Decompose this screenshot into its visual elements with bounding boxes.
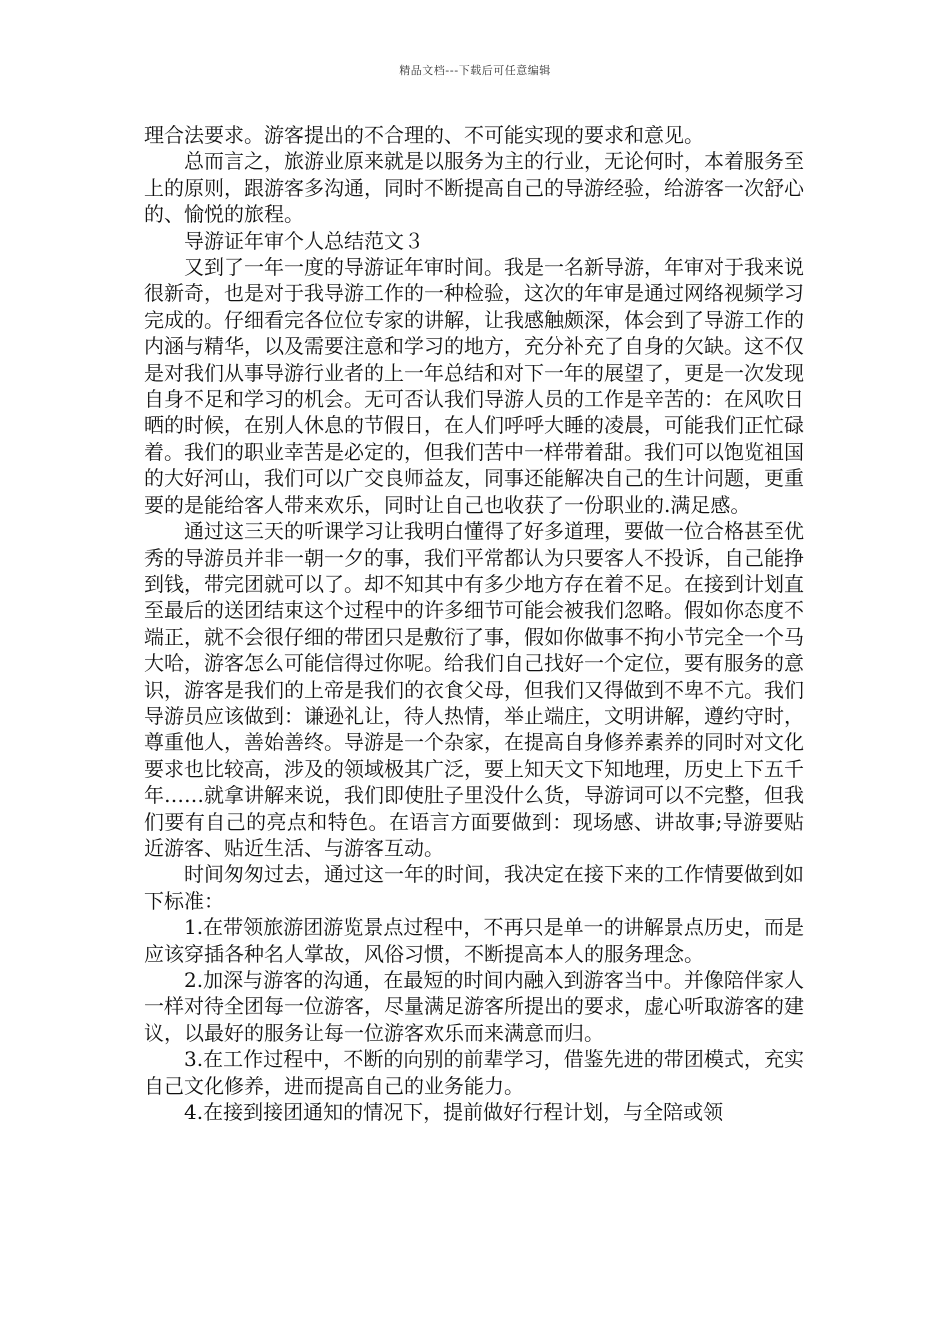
document-body <box>144 122 804 1125</box>
paragraph: 又到了一年一度的导游证年审时间。我是一名新导游，年审对于我来说很新奇，也是对于我导游工作的一种检验，这次的年审是通过网络视频学习完成的。仔细看完各位位专家的讲解，让我感触颇深，体会到了导游工作的内涵与精华，以及需要注意和学习的地方，充分补充了自身的欠缺。这不仅是对我们从事导游行业者的上一年总结和对下一年的展望了，更是一次发现自身不足和学习的机会。无可否认我们导游人员的工作是辛苦的：在风吹日晒的时候，在别人休息的节假日，在人们呼呼大睡的凌晨，可能我们正忙碌着。我们的职业幸苦是必定的，但我们苦中一样带着甜。我们可以饱览祖国的大好河山，我们可以广交良师益友，同事还能解决自己的生计问题，更重要的是能给客人带来欢乐，同时让自己也收获了一份职业的.满足感。 <box>144 255 804 517</box>
paragraph: 时间匆匆过去，通过这一年的时间，我决定在接下来的工作情要做到如下标准： <box>144 862 804 913</box>
list-item: 1.在带领旅游团游览景点过程中，不再只是单一的讲解景点历史，而是应该穿插各种名人掌故，风俗习惯，不断提高本人的服务理念。 <box>144 915 804 966</box>
page-header: 精品文档---下载后可任意编辑 <box>399 64 551 77</box>
list-item: 3.在工作过程中，不断的向别的前辈学习，借鉴先进的带团模式，充实自己文化修养，进而提高自己的业务能力。 <box>144 1047 804 1098</box>
list-item: 4.在接到接团通知的情况下，提前做好行程计划，与全陪或领 <box>184 1100 724 1125</box>
paragraph: 理合法要求。游客提出的不合理的、不可能实现的要求和意见。 <box>144 123 704 147</box>
list-item: 2.加深与游客的沟通，在最短的时间内融入到游客当中。并像陪伴家人一样对待全团每一位游客，尽量满足游客所提出的要求，虚心听取游客的建议，以最好的服务让每一位游客欢乐而来满意而归。 <box>144 968 804 1045</box>
paragraph: 总而言之，旅游业原来就是以服务为主的行业，无论何时，本着服务至上的原则，跟游客多沟通，同时不断提高自己的导游经验，给游客一次舒心的、愉悦的旅程。 <box>144 149 804 227</box>
paragraph: 通过这三天的听课学习让我明白懂得了好多道理，要做一位合格甚至优秀的导游员并非一朝一夕的事，我们平常都认为只要客人不投诉，自己能挣到钱，带完团就可以了。却不知其中有多少地方存在着不足。在接到计划直至最后的送团结束这个过程中的许多细节可能会被我们忽略。假如你态度不端正，就不会很仔细的带团只是敷衍了事，假如你做事不拘小节完全一个马大哈，游客怎么可能信得过你呢。给我们自己找好一个定位，要有服务的意识，游客是我们的上帝是我们的衣食父母，但我们又得做到不卑不亢。我们导游员应该做到：谦逊礼让，待人热情，举止端庄，文明讲解，遵约守时，尊重他人，善始善终。导游是一个杂家，在提高自身修养素养的同时对文化要求也比较高，涉及的领域极其广泛，要上知天文下知地理，历史上下五千年……就拿讲解来说，我们即使肚子里没什么货，导游词可以不完整，但我们要有自己的亮点和特色。在语言方面要做到：现场感、讲故事;导游要贴近游客、贴近生活、与游客互动。 <box>144 519 804 860</box>
section-title: 导游证年审个人总结范文３ <box>184 228 424 253</box>
